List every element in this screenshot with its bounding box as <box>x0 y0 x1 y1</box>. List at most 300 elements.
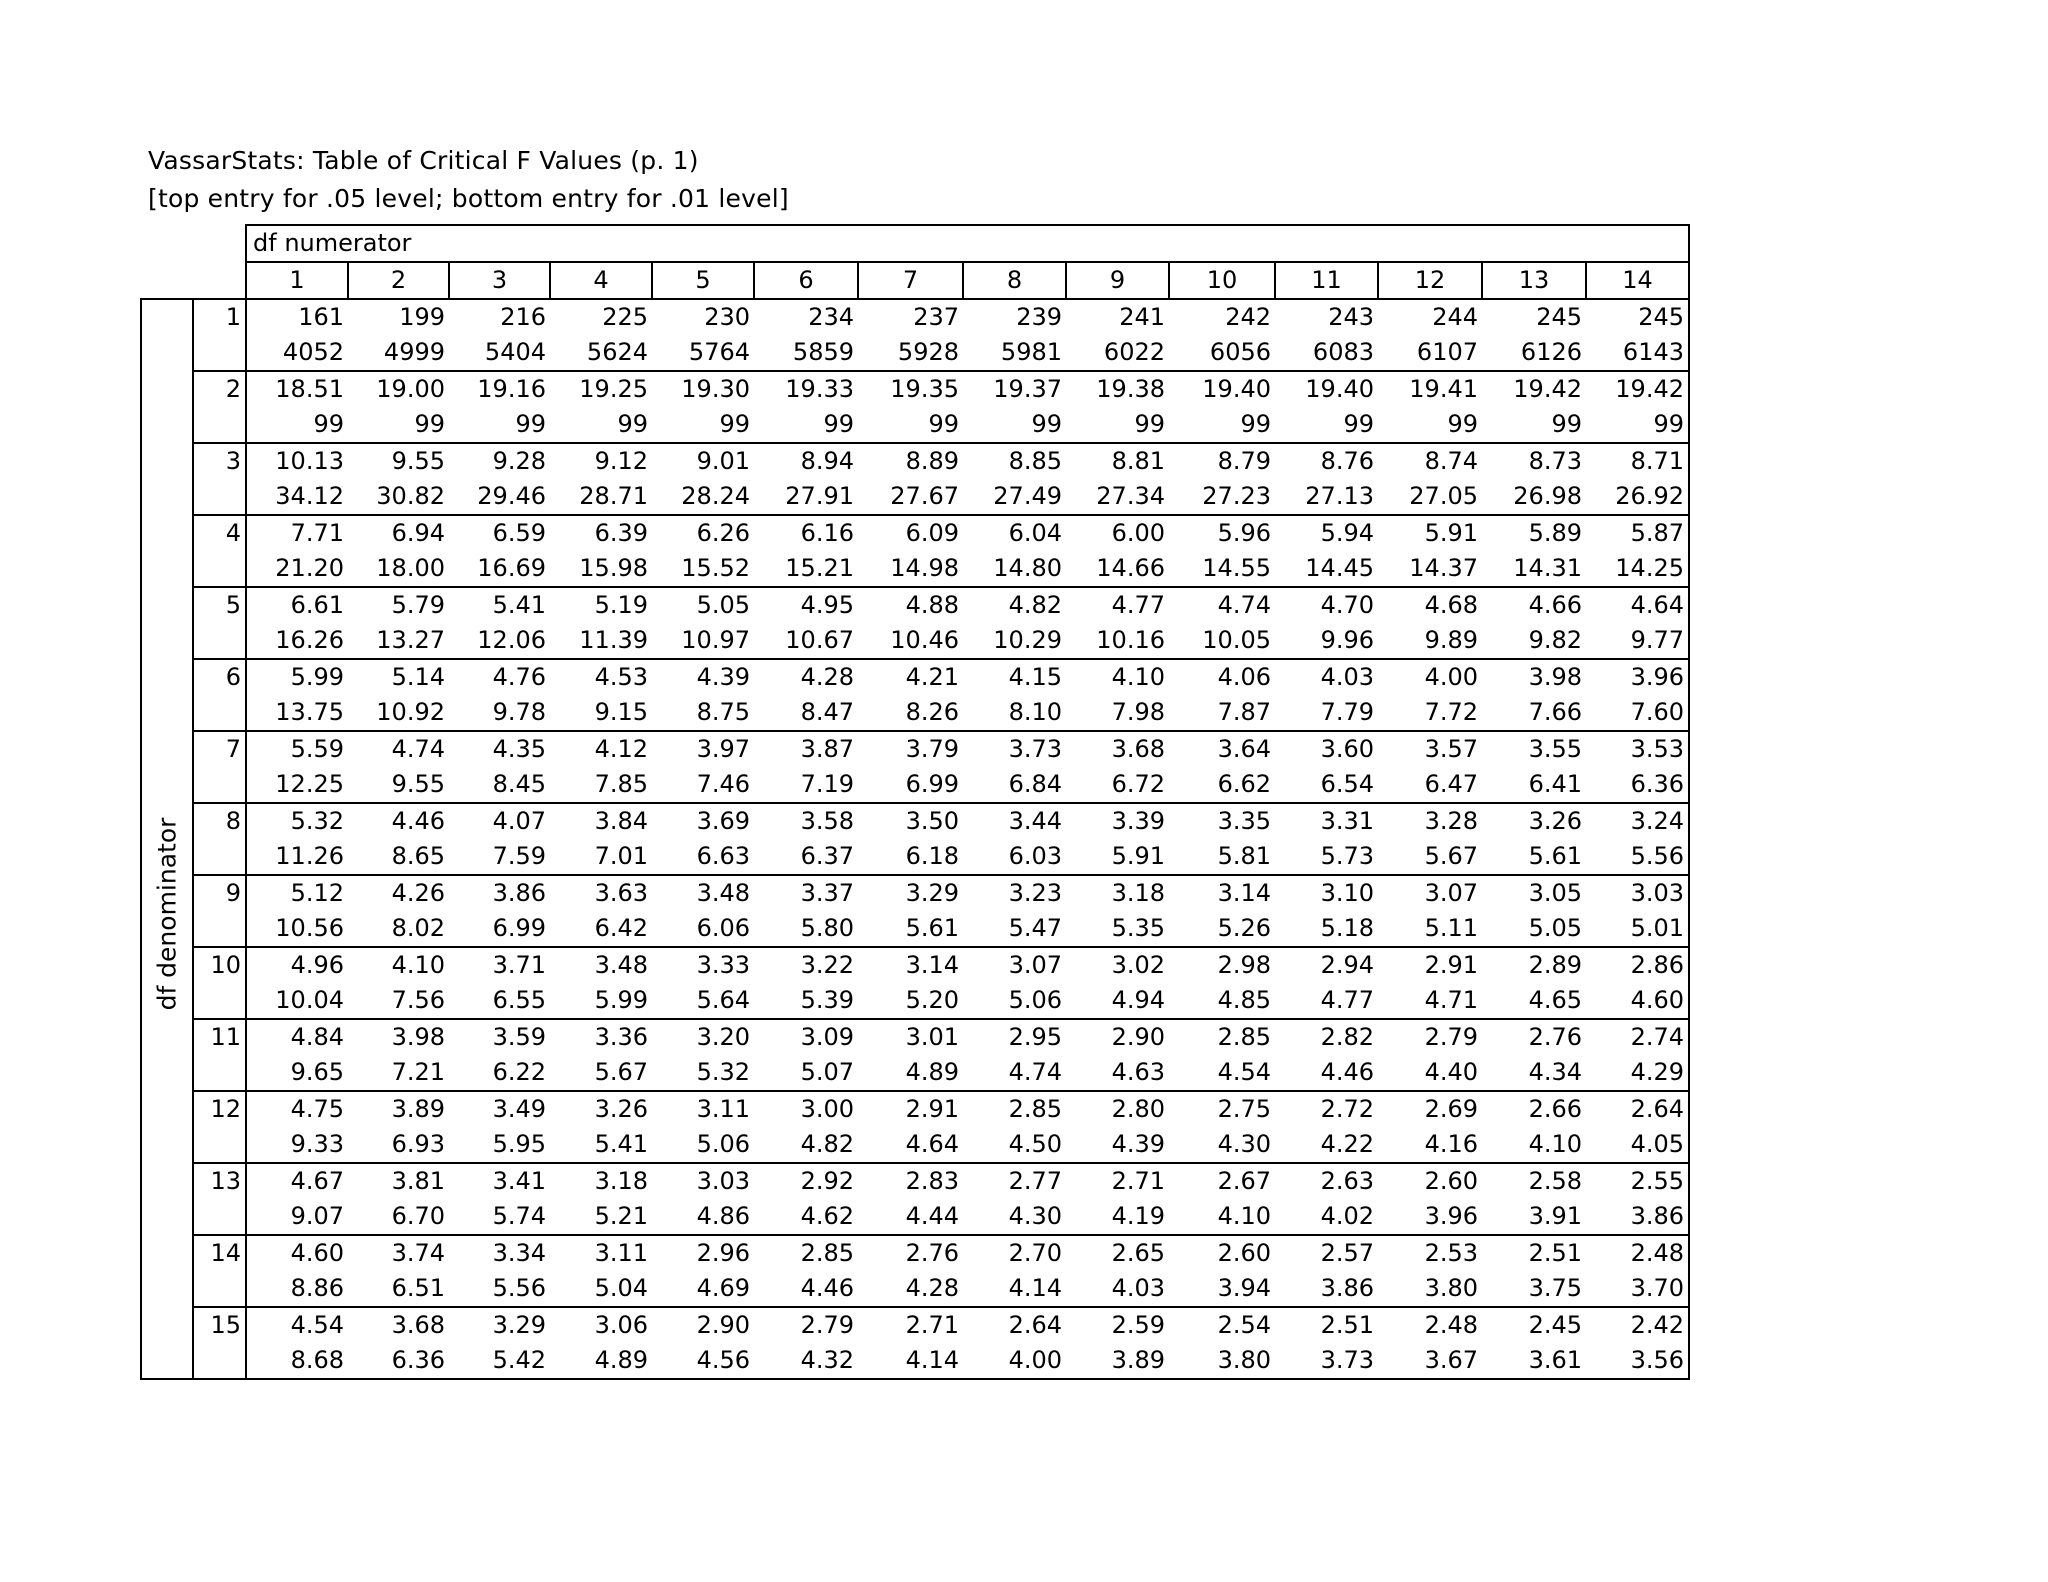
critical-value-01: 3.56 <box>1586 1343 1689 1379</box>
critical-value-05: 9.01 <box>652 443 754 479</box>
critical-value-01: 15.21 <box>754 551 858 587</box>
critical-value-05: 2.83 <box>858 1163 963 1199</box>
critical-value-05: 3.18 <box>550 1163 652 1199</box>
critical-value-05: 2.77 <box>963 1163 1066 1199</box>
critical-value-05: 3.41 <box>449 1163 550 1199</box>
critical-value-05: 5.41 <box>449 587 550 623</box>
critical-value-01: 99 <box>858 407 963 443</box>
critical-value-01: 4.19 <box>1066 1199 1169 1235</box>
critical-value-01: 5.56 <box>449 1271 550 1307</box>
critical-value-01: 5.74 <box>449 1199 550 1235</box>
critical-value-05: 2.89 <box>1482 947 1586 983</box>
critical-value-01: 5.47 <box>963 911 1066 947</box>
critical-value-05: 3.50 <box>858 803 963 839</box>
critical-value-05: 3.55 <box>1482 731 1586 767</box>
critical-value-01: 5928 <box>858 335 963 371</box>
critical-value-05: 4.95 <box>754 587 858 623</box>
critical-value-05: 4.10 <box>348 947 449 983</box>
critical-value-05: 19.40 <box>1275 371 1378 407</box>
critical-value-01: 4.65 <box>1482 983 1586 1019</box>
table-row-df-1-p05 <box>141 299 1689 335</box>
critical-value-05: 19.35 <box>858 371 963 407</box>
critical-value-05: 3.84 <box>550 803 652 839</box>
page-title: VassarStats: Table of Critical F Values (p. 1) <box>148 146 699 175</box>
critical-value-05: 3.37 <box>754 875 858 911</box>
critical-value-01: 30.82 <box>348 479 449 515</box>
critical-value-05: 19.41 <box>1378 371 1482 407</box>
table-row-df-9-p01 <box>141 911 1689 947</box>
column-header-11: 11 <box>1275 262 1378 299</box>
critical-value-05: 3.33 <box>652 947 754 983</box>
table-row-df-2-p01 <box>141 407 1689 443</box>
critical-value-01: 3.67 <box>1378 1343 1482 1379</box>
critical-value-05: 3.10 <box>1275 875 1378 911</box>
critical-value-05: 245 <box>1482 299 1586 335</box>
critical-value-05: 10.13 <box>246 443 348 479</box>
table-row-df-12-p05 <box>141 1091 1689 1127</box>
critical-value-05: 5.19 <box>550 587 652 623</box>
critical-value-01: 13.27 <box>348 623 449 659</box>
critical-value-01: 4.74 <box>963 1055 1066 1091</box>
critical-value-05: 4.70 <box>1275 587 1378 623</box>
critical-value-01: 28.24 <box>652 479 754 515</box>
critical-value-05: 4.88 <box>858 587 963 623</box>
critical-value-05: 5.14 <box>348 659 449 695</box>
critical-value-05: 2.57 <box>1275 1235 1378 1271</box>
row-header-spacer <box>193 695 246 731</box>
critical-value-01: 4.14 <box>963 1271 1066 1307</box>
critical-value-05: 4.77 <box>1066 587 1169 623</box>
critical-value-01: 8.02 <box>348 911 449 947</box>
critical-value-01: 14.55 <box>1169 551 1275 587</box>
critical-value-01: 26.92 <box>1586 479 1689 515</box>
critical-value-05: 2.60 <box>1169 1235 1275 1271</box>
critical-value-01: 27.91 <box>754 479 858 515</box>
critical-value-01: 5.80 <box>754 911 858 947</box>
critical-value-01: 27.49 <box>963 479 1066 515</box>
critical-value-01: 14.98 <box>858 551 963 587</box>
critical-value-05: 3.81 <box>348 1163 449 1199</box>
critical-value-05: 242 <box>1169 299 1275 335</box>
critical-value-01: 9.96 <box>1275 623 1378 659</box>
critical-value-05: 3.53 <box>1586 731 1689 767</box>
critical-value-01: 4.02 <box>1275 1199 1378 1235</box>
critical-value-05: 3.63 <box>550 875 652 911</box>
critical-value-01: 5.67 <box>550 1055 652 1091</box>
critical-value-05: 239 <box>963 299 1066 335</box>
critical-value-01: 4.44 <box>858 1199 963 1235</box>
critical-value-01: 6.70 <box>348 1199 449 1235</box>
row-header-df: 2 <box>193 371 246 407</box>
row-header-spacer <box>193 1127 246 1163</box>
critical-value-05: 4.54 <box>246 1307 348 1343</box>
critical-value-05: 4.67 <box>246 1163 348 1199</box>
critical-value-01: 6.62 <box>1169 767 1275 803</box>
critical-value-01: 14.80 <box>963 551 1066 587</box>
column-header-2: 2 <box>348 262 449 299</box>
critical-value-05: 4.74 <box>348 731 449 767</box>
critical-value-05: 2.63 <box>1275 1163 1378 1199</box>
critical-value-05: 2.85 <box>1169 1019 1275 1055</box>
critical-value-05: 5.99 <box>246 659 348 695</box>
critical-value-01: 7.98 <box>1066 695 1169 731</box>
column-header-10: 10 <box>1169 262 1275 299</box>
critical-value-01: 5404 <box>449 335 550 371</box>
critical-value-01: 8.68 <box>246 1343 348 1379</box>
critical-value-05: 8.85 <box>963 443 1066 479</box>
row-header-df: 15 <box>193 1307 246 1343</box>
critical-value-05: 2.76 <box>858 1235 963 1271</box>
critical-value-05: 4.75 <box>246 1091 348 1127</box>
critical-value-01: 99 <box>652 407 754 443</box>
critical-value-05: 4.53 <box>550 659 652 695</box>
critical-value-05: 19.38 <box>1066 371 1169 407</box>
critical-value-01: 6.93 <box>348 1127 449 1163</box>
row-header-df: 3 <box>193 443 246 479</box>
critical-value-05: 2.96 <box>652 1235 754 1271</box>
critical-value-05: 5.12 <box>246 875 348 911</box>
critical-value-05: 3.07 <box>1378 875 1482 911</box>
critical-value-01: 5.61 <box>858 911 963 947</box>
critical-value-05: 4.66 <box>1482 587 1586 623</box>
critical-value-01: 10.67 <box>754 623 858 659</box>
critical-value-05: 3.96 <box>1586 659 1689 695</box>
critical-value-05: 2.64 <box>1586 1091 1689 1127</box>
critical-value-05: 3.14 <box>1169 875 1275 911</box>
critical-value-05: 2.66 <box>1482 1091 1586 1127</box>
critical-value-05: 3.07 <box>963 947 1066 983</box>
critical-value-05: 4.07 <box>449 803 550 839</box>
critical-value-01: 5.11 <box>1378 911 1482 947</box>
critical-value-01: 5859 <box>754 335 858 371</box>
critical-value-01: 6.84 <box>963 767 1066 803</box>
critical-value-01: 12.25 <box>246 767 348 803</box>
critical-value-01: 4.89 <box>858 1055 963 1091</box>
row-header-spacer <box>193 479 246 515</box>
critical-value-05: 19.30 <box>652 371 754 407</box>
critical-value-05: 2.54 <box>1169 1307 1275 1343</box>
critical-value-01: 3.89 <box>1066 1343 1169 1379</box>
critical-value-01: 4.16 <box>1378 1127 1482 1163</box>
critical-value-01: 99 <box>1066 407 1169 443</box>
table-row-df-12-p01 <box>141 1127 1689 1163</box>
critical-value-05: 4.03 <box>1275 659 1378 695</box>
critical-value-01: 7.19 <box>754 767 858 803</box>
critical-value-05: 230 <box>652 299 754 335</box>
column-header-12: 12 <box>1378 262 1482 299</box>
critical-value-05: 3.31 <box>1275 803 1378 839</box>
critical-value-05: 5.96 <box>1169 515 1275 551</box>
table-row-df-2-p05 <box>141 371 1689 407</box>
critical-value-05: 19.16 <box>449 371 550 407</box>
critical-value-05: 4.15 <box>963 659 1066 695</box>
critical-value-01: 4.77 <box>1275 983 1378 1019</box>
critical-value-05: 4.00 <box>1378 659 1482 695</box>
table-row-df-10-p01 <box>141 983 1689 1019</box>
critical-value-01: 4.82 <box>754 1127 858 1163</box>
critical-value-05: 7.71 <box>246 515 348 551</box>
row-header-spacer <box>193 551 246 587</box>
critical-value-01: 10.92 <box>348 695 449 731</box>
critical-value-01: 6107 <box>1378 335 1482 371</box>
critical-value-05: 2.64 <box>963 1307 1066 1343</box>
critical-value-05: 19.42 <box>1586 371 1689 407</box>
critical-value-05: 4.96 <box>246 947 348 983</box>
critical-value-05: 8.71 <box>1586 443 1689 479</box>
critical-value-05: 216 <box>449 299 550 335</box>
critical-value-01: 5.05 <box>1482 911 1586 947</box>
critical-value-01: 6126 <box>1482 335 1586 371</box>
critical-value-05: 19.25 <box>550 371 652 407</box>
critical-value-01: 5981 <box>963 335 1066 371</box>
critical-value-01: 9.89 <box>1378 623 1482 659</box>
critical-value-05: 3.11 <box>550 1235 652 1271</box>
critical-value-01: 5.64 <box>652 983 754 1019</box>
critical-value-01: 5.67 <box>1378 839 1482 875</box>
critical-value-01: 12.06 <box>449 623 550 659</box>
table-row-df-6-p05 <box>141 659 1689 695</box>
row-header-spacer <box>193 911 246 947</box>
critical-value-01: 7.60 <box>1586 695 1689 731</box>
critical-value-01: 14.31 <box>1482 551 1586 587</box>
critical-value-05: 2.67 <box>1169 1163 1275 1199</box>
critical-value-05: 2.82 <box>1275 1019 1378 1055</box>
critical-value-05: 6.26 <box>652 515 754 551</box>
table-row-df-5-p05 <box>141 587 1689 623</box>
critical-value-01: 3.70 <box>1586 1271 1689 1307</box>
table-row-df-10-p05 <box>141 947 1689 983</box>
critical-value-05: 2.98 <box>1169 947 1275 983</box>
critical-value-05: 4.26 <box>348 875 449 911</box>
critical-value-05: 9.28 <box>449 443 550 479</box>
critical-value-05: 5.87 <box>1586 515 1689 551</box>
critical-value-01: 4.32 <box>754 1343 858 1379</box>
table-row-df-13-p05 <box>141 1163 1689 1199</box>
critical-value-01: 4052 <box>246 335 348 371</box>
critical-value-01: 4.63 <box>1066 1055 1169 1091</box>
critical-value-05: 3.03 <box>1586 875 1689 911</box>
critical-value-01: 3.80 <box>1169 1343 1275 1379</box>
critical-value-01: 11.39 <box>550 623 652 659</box>
critical-value-05: 245 <box>1586 299 1689 335</box>
critical-value-01: 6056 <box>1169 335 1275 371</box>
critical-value-01: 4.14 <box>858 1343 963 1379</box>
table-row-df-7-p05 <box>141 731 1689 767</box>
critical-value-01: 7.59 <box>449 839 550 875</box>
critical-value-05: 2.53 <box>1378 1235 1482 1271</box>
critical-value-01: 6.06 <box>652 911 754 947</box>
row-header-spacer <box>193 335 246 371</box>
row-header-df: 9 <box>193 875 246 911</box>
critical-value-05: 3.20 <box>652 1019 754 1055</box>
critical-value-05: 3.89 <box>348 1091 449 1127</box>
critical-value-05: 3.00 <box>754 1091 858 1127</box>
critical-value-01: 9.33 <box>246 1127 348 1163</box>
critical-value-05: 5.32 <box>246 803 348 839</box>
critical-value-05: 9.12 <box>550 443 652 479</box>
critical-value-01: 6083 <box>1275 335 1378 371</box>
critical-value-05: 6.04 <box>963 515 1066 551</box>
critical-value-05: 4.82 <box>963 587 1066 623</box>
critical-value-05: 4.64 <box>1586 587 1689 623</box>
critical-value-05: 2.90 <box>652 1307 754 1343</box>
table-row-df-13-p01 <box>141 1199 1689 1235</box>
critical-value-01: 6.22 <box>449 1055 550 1091</box>
row-header-df: 10 <box>193 947 246 983</box>
critical-value-05: 6.39 <box>550 515 652 551</box>
critical-value-01: 6.36 <box>1586 767 1689 803</box>
critical-value-01: 4.54 <box>1169 1055 1275 1091</box>
critical-value-05: 2.75 <box>1169 1091 1275 1127</box>
critical-value-01: 4.85 <box>1169 983 1275 1019</box>
critical-value-05: 3.98 <box>1482 659 1586 695</box>
critical-value-05: 2.85 <box>963 1091 1066 1127</box>
critical-value-05: 6.09 <box>858 515 963 551</box>
critical-value-01: 5.06 <box>963 983 1066 1019</box>
critical-value-01: 5.06 <box>652 1127 754 1163</box>
df-numerator-label: df numerator <box>246 225 1689 262</box>
table-row-df-11-p01 <box>141 1055 1689 1091</box>
critical-value-05: 2.71 <box>1066 1163 1169 1199</box>
critical-f-table <box>140 224 1690 1380</box>
critical-value-01: 9.82 <box>1482 623 1586 659</box>
critical-value-05: 3.26 <box>1482 803 1586 839</box>
critical-value-05: 2.91 <box>858 1091 963 1127</box>
critical-value-05: 3.57 <box>1378 731 1482 767</box>
critical-value-01: 5.99 <box>550 983 652 1019</box>
critical-value-05: 2.58 <box>1482 1163 1586 1199</box>
critical-value-05: 2.91 <box>1378 947 1482 983</box>
critical-value-05: 9.55 <box>348 443 449 479</box>
critical-value-01: 6.36 <box>348 1343 449 1379</box>
row-header-spacer <box>193 623 246 659</box>
row-header-df: 12 <box>193 1091 246 1127</box>
critical-value-01: 99 <box>1586 407 1689 443</box>
critical-value-01: 5.95 <box>449 1127 550 1163</box>
critical-value-01: 4.71 <box>1378 983 1482 1019</box>
critical-value-05: 8.94 <box>754 443 858 479</box>
critical-value-01: 7.72 <box>1378 695 1482 731</box>
critical-value-01: 4.00 <box>963 1343 1066 1379</box>
critical-value-05: 8.81 <box>1066 443 1169 479</box>
critical-value-05: 3.23 <box>963 875 1066 911</box>
table-row-df-11-p05 <box>141 1019 1689 1055</box>
critical-value-05: 2.94 <box>1275 947 1378 983</box>
critical-value-01: 21.20 <box>246 551 348 587</box>
critical-value-01: 99 <box>348 407 449 443</box>
critical-value-05: 3.26 <box>550 1091 652 1127</box>
critical-value-01: 6143 <box>1586 335 1689 371</box>
critical-value-05: 3.29 <box>858 875 963 911</box>
critical-value-01: 16.69 <box>449 551 550 587</box>
critical-value-01: 8.65 <box>348 839 449 875</box>
critical-value-05: 3.24 <box>1586 803 1689 839</box>
column-header-1: 1 <box>246 262 348 299</box>
critical-value-01: 29.46 <box>449 479 550 515</box>
critical-value-01: 8.75 <box>652 695 754 731</box>
critical-value-05: 3.14 <box>858 947 963 983</box>
critical-value-01: 5.61 <box>1482 839 1586 875</box>
row-header-spacer <box>193 1055 246 1091</box>
critical-value-05: 3.73 <box>963 731 1066 767</box>
critical-value-05: 3.87 <box>754 731 858 767</box>
critical-value-01: 7.87 <box>1169 695 1275 731</box>
critical-value-01: 6.99 <box>858 767 963 803</box>
critical-value-01: 4.50 <box>963 1127 1066 1163</box>
critical-value-01: 6022 <box>1066 335 1169 371</box>
critical-value-01: 3.96 <box>1378 1199 1482 1235</box>
critical-value-05: 5.89 <box>1482 515 1586 551</box>
row-header-df: 4 <box>193 515 246 551</box>
critical-value-05: 2.65 <box>1066 1235 1169 1271</box>
critical-value-01: 4.29 <box>1586 1055 1689 1091</box>
critical-value-01: 18.00 <box>348 551 449 587</box>
critical-value-01: 5.56 <box>1586 839 1689 875</box>
critical-value-05: 3.36 <box>550 1019 652 1055</box>
critical-value-01: 4.10 <box>1169 1199 1275 1235</box>
critical-value-05: 241 <box>1066 299 1169 335</box>
row-header-spacer <box>193 767 246 803</box>
critical-value-01: 4.94 <box>1066 983 1169 1019</box>
critical-value-01: 9.77 <box>1586 623 1689 659</box>
df-denominator-label: df denominator <box>152 818 182 1011</box>
critical-value-05: 4.60 <box>246 1235 348 1271</box>
critical-value-01: 6.51 <box>348 1271 449 1307</box>
critical-value-05: 19.42 <box>1482 371 1586 407</box>
critical-value-01: 9.55 <box>348 767 449 803</box>
critical-value-01: 4.46 <box>1275 1055 1378 1091</box>
critical-value-01: 5.81 <box>1169 839 1275 875</box>
column-header-row <box>141 262 1689 299</box>
critical-value-05: 2.86 <box>1586 947 1689 983</box>
critical-value-01: 6.63 <box>652 839 754 875</box>
critical-value-05: 3.05 <box>1482 875 1586 911</box>
critical-value-05: 2.80 <box>1066 1091 1169 1127</box>
critical-value-01: 7.21 <box>348 1055 449 1091</box>
critical-value-05: 161 <box>246 299 348 335</box>
critical-value-05: 243 <box>1275 299 1378 335</box>
critical-value-05: 4.06 <box>1169 659 1275 695</box>
critical-value-05: 3.97 <box>652 731 754 767</box>
critical-value-01: 99 <box>449 407 550 443</box>
critical-value-05: 5.05 <box>652 587 754 623</box>
critical-value-01: 10.56 <box>246 911 348 947</box>
critical-value-01: 4.39 <box>1066 1127 1169 1163</box>
critical-value-05: 3.59 <box>449 1019 550 1055</box>
critical-value-01: 4.64 <box>858 1127 963 1163</box>
column-header-8: 8 <box>963 262 1066 299</box>
critical-value-01: 10.05 <box>1169 623 1275 659</box>
critical-value-05: 2.48 <box>1378 1307 1482 1343</box>
numerator-label-row <box>141 225 1689 262</box>
critical-value-05: 2.72 <box>1275 1091 1378 1127</box>
critical-value-05: 19.37 <box>963 371 1066 407</box>
critical-value-01: 5.20 <box>858 983 963 1019</box>
critical-value-05: 6.00 <box>1066 515 1169 551</box>
column-header-4: 4 <box>550 262 652 299</box>
critical-value-01: 99 <box>963 407 1066 443</box>
critical-value-01: 15.52 <box>652 551 754 587</box>
critical-value-05: 3.98 <box>348 1019 449 1055</box>
critical-value-05: 2.90 <box>1066 1019 1169 1055</box>
column-header-7: 7 <box>858 262 963 299</box>
critical-value-01: 26.98 <box>1482 479 1586 515</box>
table-row-df-4-p01 <box>141 551 1689 587</box>
critical-value-05: 3.86 <box>449 875 550 911</box>
critical-value-05: 3.64 <box>1169 731 1275 767</box>
critical-value-01: 10.16 <box>1066 623 1169 659</box>
table-row-df-6-p01 <box>141 695 1689 731</box>
